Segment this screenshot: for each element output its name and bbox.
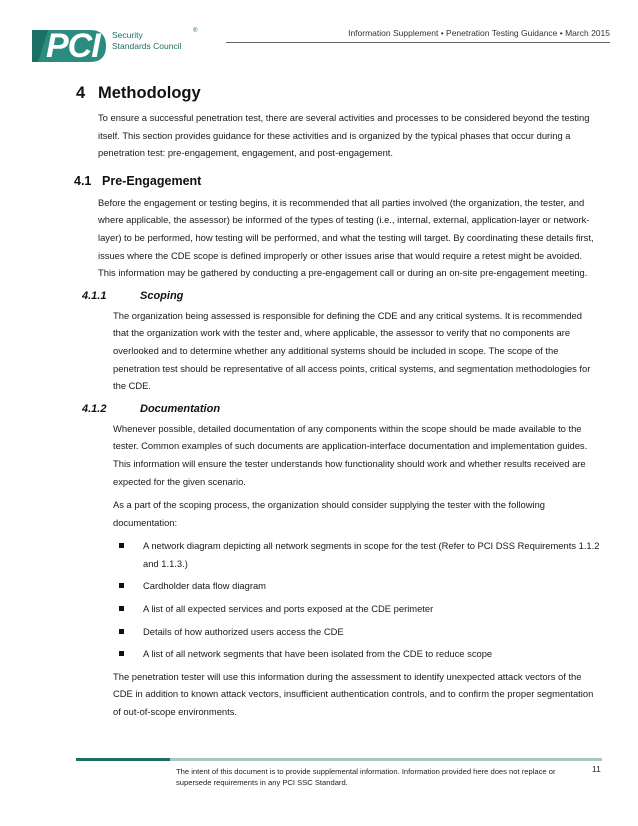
documentation-number: 4.1.2 (82, 402, 107, 415)
logo-wordmark: PCI (46, 27, 100, 65)
scoping-heading (82, 290, 600, 302)
list-item: Details of how authorized users access the CDE (119, 623, 600, 641)
logo-text (112, 30, 181, 52)
documentation-list (76, 537, 600, 663)
documentation-body-2: As a part of the scoping process, the organization should consider supplying the tester with the following documentation: (113, 499, 546, 528)
section-number: 4 (76, 84, 86, 102)
scoping-title: Scoping (140, 289, 184, 302)
logo-line-2: Standards Council (112, 41, 182, 51)
section-heading (76, 84, 600, 103)
bullet-icon (119, 583, 124, 588)
header-title: Information Supplement • Penetration Testing Guidance • March 2015 (348, 28, 610, 38)
documentation-title: Documentation (140, 402, 221, 415)
header-divider (226, 42, 610, 43)
list-item: A network diagram depicting all network segments in scope for the test (Refer to PCI DSS Requirements 1.1.2 and 1.1.3.) (119, 537, 600, 572)
registered-mark: ® (193, 28, 198, 34)
page-number: 11 (592, 764, 601, 774)
footer-disclaimer: The intent of this document is to provide supplemental information. Information provided here does not replace or supersede requirements in any PCI SSC Standard. (176, 767, 556, 787)
page-content (76, 84, 600, 727)
list-item: Cardholder data flow diagram (119, 577, 600, 595)
section-title: Methodology (98, 84, 201, 102)
documentation-body-1: Whenever possible, detailed documentation of any components within the scope should be made available to the tester. Common examples of such documents are application-interface documentation and implementation guides. This information will ensure the tester understands how functionality should work and whether results received are expected for the given scenario. (113, 422, 588, 487)
bullet-icon (119, 543, 124, 548)
list-item: A list of all expected services and ports exposed at the CDE perimeter (119, 600, 600, 618)
subsection-heading (74, 174, 600, 188)
footer-divider-light (170, 758, 602, 761)
subsection-title: Pre-Engagement (102, 173, 202, 188)
scoping-body: The organization being assessed is responsible for defining the CDE and any critical systems. It is recommended that the organization work with the tester and, where applicable, the assessor to verify that no components are overlooked and to determine whether any additional systems should be included in scope. The scope of the penetration test should be representative of all access points, critical systems, and segmentation methodologies for the CDE. (113, 309, 591, 392)
list-item: A list of all network segments that have been isolated from the CDE to reduce scope (119, 645, 600, 663)
bullet-icon (119, 629, 124, 634)
subsection-body: Before the engagement or testing begins, it is recommended that all parties involved (the organization, the tester, and where applicable, the assessor) be informed of the types of testing (i.e., internal, external, application-layer or network-layer) to be performed, how testing will be performed, and what the testing will target. By coordinating these details first, issues where the CDE scope is defined improperly or other issues arise that would require a retest might be avoided. This information may be gathered by conducting a pre-engagement call or during an on-site pre-engagement meeting. (98, 196, 594, 279)
section-intro: To ensure a successful penetration test, there are several activities and processes to be considered beyond the testing itself. This section provides guidance for these activities and is organized by the typical phases that occur during a penetration test: pre-engagement, engagement, and post-engagement. (98, 112, 590, 159)
bullet-icon (119, 651, 124, 656)
documentation-body-3: The penetration tester will use this information during the assessment to identify unexpected attack vectors of the CDE in addition to known attack vectors, insufficient authentication controls, and to confirm the proper segmentation of out-of-scope environments. (113, 670, 594, 718)
subsection-number: 4.1 (74, 173, 92, 188)
bullet-icon (119, 606, 124, 611)
documentation-heading (82, 403, 600, 415)
scoping-number: 4.1.1 (82, 289, 107, 302)
logo-line-1: Security (112, 30, 143, 40)
